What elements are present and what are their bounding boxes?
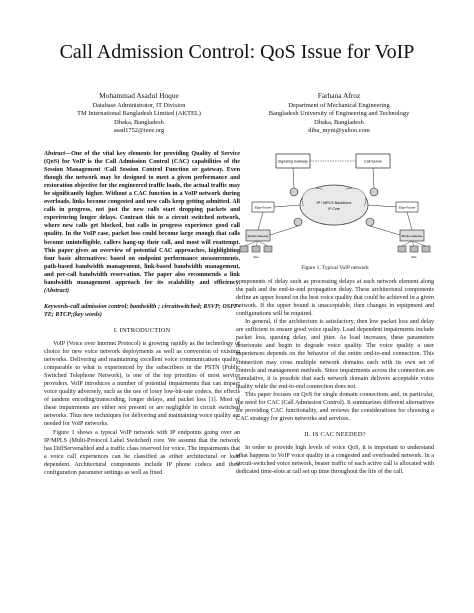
router-icon [290,188,298,196]
left-column [44,150,240,477]
author-affiliation-line: Bangladesh University of Engineering and Technology [268,110,410,118]
media-gateway-left-label: Media Gateway [247,234,269,238]
phone-icon [252,246,260,252]
author-affiliation-line: Dhaka, Bangladesh [314,118,364,126]
author-affiliation-line: Department of Mechanical Engineering [288,102,390,110]
router-icon [294,218,302,226]
figure-1 [236,150,434,262]
call-server-label: Call Server [364,159,382,164]
core-label: IP / MPLS Backbone [316,201,352,205]
phone-icon [398,246,406,252]
router-icon [366,218,374,226]
ip-core-label: IP Core [328,207,340,211]
body-paragraph: In order to provide high levels of voice QoS, it is important to understand what happens to VoIP voice quality in a congested and overloaded network. In a circuit-switched voice network, bearer traffic of each active call is allocated with dedicated time-slots at call set up time throughout the life of the call. [236,444,434,476]
author-email: diba_mym@yahoo.com [308,126,370,134]
author-affiliation-line: Dhaka, Bangladesh [114,118,164,126]
edge-router-right-label: Edge Router [398,205,416,210]
phone-icon [422,246,430,252]
keywords: Keywords-call admission control; bandwidth ; circuitswitched; RSVP; OSPF-TE; RTCP;(key words) [44,303,240,318]
author-email: asad1752@ieee.org [113,126,165,134]
abstract-label: Abstract— [44,151,72,157]
phone-icon [264,246,272,252]
phone-icon [410,246,418,252]
body-paragraph: This paper focuses on QoS for single domain connections and, in particular, the need for CAC (Call Admission Control). It summarizes different alternatives for providing CAC functionality, and reviews the considerations for choosing a CAC strategy for given networks and services. [236,391,434,422]
section-heading-cac-needed: II. IS CAC NEEDED? [304,430,366,438]
site-right-label: Site [411,255,417,259]
section-heading-introduction: I. INTRODUCTION [113,326,171,334]
author-affiliation-line: Database Administrator, IT Division [92,102,186,110]
author-name: Mohammad Asadul Hoque [99,91,179,100]
body-paragraph: In general, if the architecture is satisfactory, then low packet loss and delay are sufficient to ensure good voice quality. Load dependent impairments include packet loss, queuing delay, and jitter. As load increases, these parameters deteriorate and begin to degrade voice quality. The voice quality a user experiences depends on the behavior of the entire end-to-end connection. This connection may cross multiple network domains each with its own set of controls and management methods. Since impairments across the connection are cumulative, it is possible that each network domain delivers acceptable voice quality while the end-to-end connection does not. [236,319,434,390]
author-name: Farhana Afroz [317,91,361,100]
voip-network-diagram [236,150,434,262]
media-gateway-right-label: Media Gateway [401,234,423,238]
right-column [236,150,434,476]
site-left-label: Site [253,255,259,259]
abstract [44,150,240,295]
body-paragraph: components of delay such as processing delays at each network element along the path and the end-to-end propagation delay. These architectural components define an upper bound on the best voice quality that could be achieved in a given network. If the upper bound is unacceptable, then changes in equipment and configurations will be required. [236,279,434,318]
router-icon [370,188,378,196]
intro-paragraph: VoIP (Voice over Internet Protocol) is growing rapidly as the technology of choice for new voice network deployments as well as conversion of existing networks. Delivering and maintaining excellent voice communications quality, comparable to what is experienced by the subscribers in the PSTN (Public Switched Telephone Network), is one of the top priorities of most service providers. VoIP introduces a number of potential impairments that can impact voice quality adversely, such as the use of lossy low-bit-rate codecs, the effects of tandem encoding/transcoding, longer delays, and packet loss [1]. Most of these impairments are either not present or are negligible in circuit switched networks. Thus new techniques for delivering and maintaining voice quality are needed for VoIP networks. [44,340,240,428]
figure-caption: Figure 1. Typical VoIP network [301,265,369,271]
phone-icon [240,246,248,252]
author-block-1 [44,92,234,135]
abstract-end: (Abstract) [44,287,70,294]
author-affiliation-line: TM International Bangladesh Limited (AKTEL) [77,110,201,118]
paper-title: Call Admission Control: QoS Issue for VoIP [59,41,415,63]
edge-router-left-label: Edge Router [254,205,272,210]
intro-paragraph: Figure 1 shows a typical VoIP network with IP endpoints going over an IP/MPLS (Multi-Protocol Label Switched) core. We assume that the network has DiffServenabled and a traffic class reserved for voice. The impairments that a voice call experiences can be classified as either architectural or load dependent. Architectural components include IP phone codecs and their configuration parameter settings as well as fixed [44,429,240,476]
signaling-gateway-label: Signaling Gateway [278,159,308,164]
author-block-2 [244,92,434,135]
abstract-text: One of the vital key elements for providing Quality of Service (QoS) for VoIP is the Call Admission Control (CAC) capabilities of the Session Management /Call Session Control Function or gateway. Even though the network may be designed to meet a given performance and restoration objective for the engineered traffic loads, the actual traffic may be significantly higher. Without a CAC function in a VoIP network during overloads, links become congested and new calls keep getting admitted. All calls in progress, not just the new calls start dropping packets and experiencing longer delays. Contrast this to a circuit switched network, where new calls get blocked, but calls in progress experience good call quality. In the VoIP case, packet loss could become large enough that calls become unintelligible, callers hang-up their call, and most will reattempt. This paper gives an overview of potential CAC approaches, highlighting four basic alternatives: based on endpoint performance measurements, path-based bandwidth management, link-based bandwidth management, and per-call bandwidth reservation. The paper also recommends a link bandwidth management approach for its scalability and efficiency. [44,151,240,286]
